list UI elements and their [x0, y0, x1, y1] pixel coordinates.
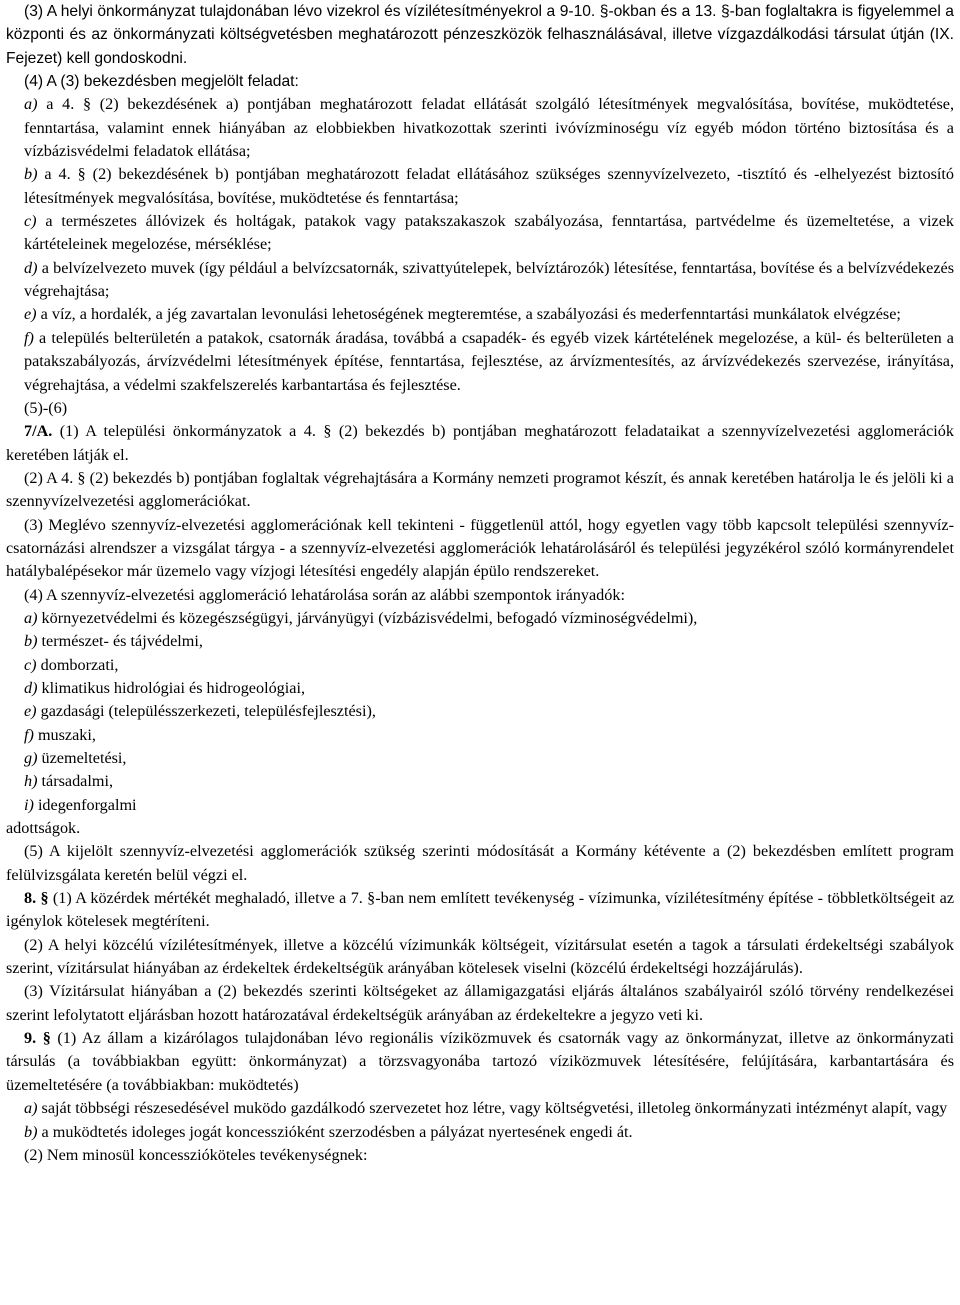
section-text: (1) A közérdek mértékét meghaladó, illetve a 7. §-ban nem említett tevékenység - vízimunka, vízilétesítmény építése - többletköltségeit az igénylok kötelesek megtéríteni.: [6, 889, 954, 931]
item-label: b): [24, 632, 38, 651]
section-number: 9. §: [24, 1029, 51, 1048]
item-text: a 4. § (2) bekezdésének b) pontjában meghatározott feladat ellátásához szükséges szennyvízelvezeto, -tisztító és -elhelyezést biztosító létesítmények megvalósítása, bovítése, muködtetése és fenntartása;: [24, 165, 954, 207]
section-9-item-b: [6, 1121, 954, 1144]
criteria-item-c: [6, 654, 954, 677]
item-text: klimatikus hidrológiai és hidrogeológiai,: [37, 678, 305, 697]
item-text: a település belterületén a patakok, csatornák áradása, továbbá a csapadék- és egyéb vizek kártételének megelozése, a kül- és belterületen a patakszabályozás, árvízvédelmi létesítmények építése, fenntartása, fejlesztése, az árvízmentesítés, az árvízvédekezés szervezése, irányítása, végrehajtása, a védelmi szakfelszerelés karbantartása és fejlesztése.: [24, 328, 954, 394]
item-label: f): [24, 328, 34, 347]
list-item-f: [6, 327, 954, 397]
item-label: h): [24, 772, 38, 791]
section-7a-2: (2) A 4. § (2) bekezdés b) pontjában foglaltak végrehajtására a Kormány nemzeti programot készít, és annak keretében határolja le és jelöli ki a szennyvízelvezetési agglomerációkat.: [6, 468, 954, 511]
criteria-item-f: [6, 724, 954, 747]
section-9-2: (2) Nem minosül koncesszióköteles tevékenységnek:: [24, 1145, 368, 1164]
section-7a-3: (3) Meglévo szennyvíz-elvezetési agglomerációnak kell tekinteni - függetlenül attól, hogy egyetlen vagy több kapcsolt települési szennyvíz-csatornázási alrendszer a vizsgálat tárgya - a szennyvíz-elvezetési agglomerációk lehatárolásáról és települési jegyzékérol szóló kormányrendelet hatálybalépésekor már üzemelo vagy vízjogi létesítési engedély alapján épülo rendszereket.: [6, 515, 954, 581]
criteria-item-g: [6, 747, 954, 770]
paragraph-5-6: (5)-(6): [24, 398, 68, 417]
section-7a-5: (5) A kijelölt szennyvíz-elvezetési agglomerációk szükség szerinti módosítását a Kormány kétévente a (2) bekezdésben említett program felülvizsgálata keretén belül végzi el.: [6, 842, 954, 884]
section-number: 8. §: [24, 889, 49, 908]
section-7a-1: [6, 420, 954, 467]
section-9-item-a: [6, 1097, 954, 1120]
list-item-d: [6, 257, 954, 304]
item-text: természet- és tájvédelmi,: [37, 632, 203, 651]
item-label: g): [24, 749, 38, 767]
item-label: f): [24, 725, 34, 744]
item-text: muszaki,: [33, 725, 96, 744]
item-text: idegenforgalmi: [33, 795, 137, 814]
criteria-item-h: [6, 770, 954, 793]
item-text: a természetes állóvizek és holtágak, patakok vagy patakszakaszok szabályozása, fenntartása, partvédelme és üzemeltetése, a vizek kártételeinek megelozése, mérséklése;: [24, 212, 954, 254]
section-9-1: [6, 1027, 954, 1097]
item-label: a): [24, 608, 38, 627]
document-page: [6, 0, 954, 1167]
item-text: környezetvédelmi és közegészségügyi, járványügyi (vízbázisvédelmi, befogadó vízminoségvédelmi),: [37, 608, 698, 627]
item-text: a belvízelvezeto muvek (így például a belvízcsatornák, szivattyútelepek, belvíztározók) létesítése, fenntartása, bovítése és a belvízvédekezés végrehajtása;: [24, 258, 954, 301]
item-text: a 4. § (2) bekezdésének a) pontjában meghatározott feladat ellátását szolgáló létesítmények megvalósítása, bovítése, muködtetése, fenntartása, valamint ennek hiányában az elobbiekben hivatkozottak szerinti ivóvízminoségu víz egyéb módon történo biztosítása és a vízbázisvédelmi feladatok ellátása;: [24, 95, 954, 161]
item-label: b): [24, 1122, 38, 1141]
item-text: a muködtetés idoleges jogát koncesszióként szerzodésben a pályázat nyertesének engedi át.: [37, 1122, 633, 1141]
item-text: üzemeltetési,: [37, 749, 127, 767]
list-item-c: [6, 210, 954, 257]
section-number: 7/A.: [24, 422, 53, 441]
item-label: c): [24, 655, 37, 674]
list-item-b: [6, 163, 954, 210]
section-text: (1) A települési önkormányzatok a 4. § (2) bekezdés b) pontjában meghatározott feladataikat a szennyvízelvezetési agglomerációk keretében látják el.: [6, 422, 954, 464]
item-label: a): [24, 1099, 38, 1118]
item-label: a): [24, 95, 38, 114]
section-8-2: (2) A helyi közcélú vízilétesítmények, illetve a közcélú vízimunkák költségeit, vízitársulat esetén a tagok a társulati érdekeltségi szabályok szerint, vízitársulat hiányában az érdekeltek érdekeltségük arányában kötelesek viselni (közcélú érdekeltségi hozzájárulás).: [6, 935, 954, 978]
section-8-1: [6, 887, 954, 934]
item-label: b): [24, 165, 38, 184]
paragraph-4-intro: (4) A (3) bekezdésben megjelölt feladat:: [24, 73, 299, 91]
item-label: d): [24, 678, 38, 697]
item-label: e): [24, 702, 37, 721]
item-label: d): [24, 258, 38, 277]
item-label: c): [24, 212, 37, 231]
item-text: társadalmi,: [37, 772, 113, 791]
criteria-end: adottságok.: [6, 819, 81, 838]
paragraph-3: (3) A helyi önkormányzat tulajdonában lévo vizekrol és vízilétesítményekrol a 9-10. §-okban és a 13. §-ban foglaltakra is figyelemmel a központi és az önkormányzati költségvetésben meghatározott pénzeszközök felhasználásával, illetve vízgazdálkodási társulat útján (IX. Fejezet) kell gondoskodni.: [6, 3, 954, 67]
criteria-item-d: [6, 677, 954, 700]
criteria-item-e: [6, 700, 954, 723]
item-label: i): [24, 795, 34, 814]
item-text: domborzati,: [36, 655, 119, 674]
item-text: a víz, a hordalék, a jég zavartalan levonulási lehetoségének megteremtése, a szabályozási és mederfenntartási munkálatok elvégzése;: [36, 305, 901, 324]
item-text: saját többségi részesedésével muködo gazdálkodó szervezetet hoz létre, vagy költségvetési, illetoleg önkormányzati intézményt alapít, vagy: [37, 1099, 948, 1118]
criteria-item-i: [6, 794, 954, 817]
section-8-3: (3) Vízitársulat hiányában a (2) bekezdés szerinti költségeket az államigazgatási eljárás általános szabályairól szóló törvény rendelkezései szerint lefolytatott eljárásban hozott határozatával érdekeltségük arányában az érdekeltekre a jegyzo veti ki.: [6, 982, 954, 1024]
section-7a-4: (4) A szennyvíz-elvezetési agglomeráció lehatárolása során az alábbi szempontok irányadók:: [24, 585, 625, 604]
list-item-e: [6, 303, 954, 326]
item-text: gazdasági (településszerkezeti, településfejlesztési),: [36, 702, 376, 721]
list-item-a: [6, 93, 954, 163]
section-text: (1) Az állam a kizárólagos tulajdonában lévo regionális víziközmuvek és csatornák vagy az önkormányzat, illetve az önkormányzati társulás (a továbbiakban együtt: önkormányzat) a törzsvagyonába tartozó víziközmuvek létesítésére, felújítására, karbantartására és üzemeltetésére (a továbbiakban: muködtetés): [6, 1029, 955, 1094]
criteria-item-b: [6, 630, 954, 653]
criteria-item-a: [6, 607, 954, 630]
item-label: e): [24, 305, 37, 324]
